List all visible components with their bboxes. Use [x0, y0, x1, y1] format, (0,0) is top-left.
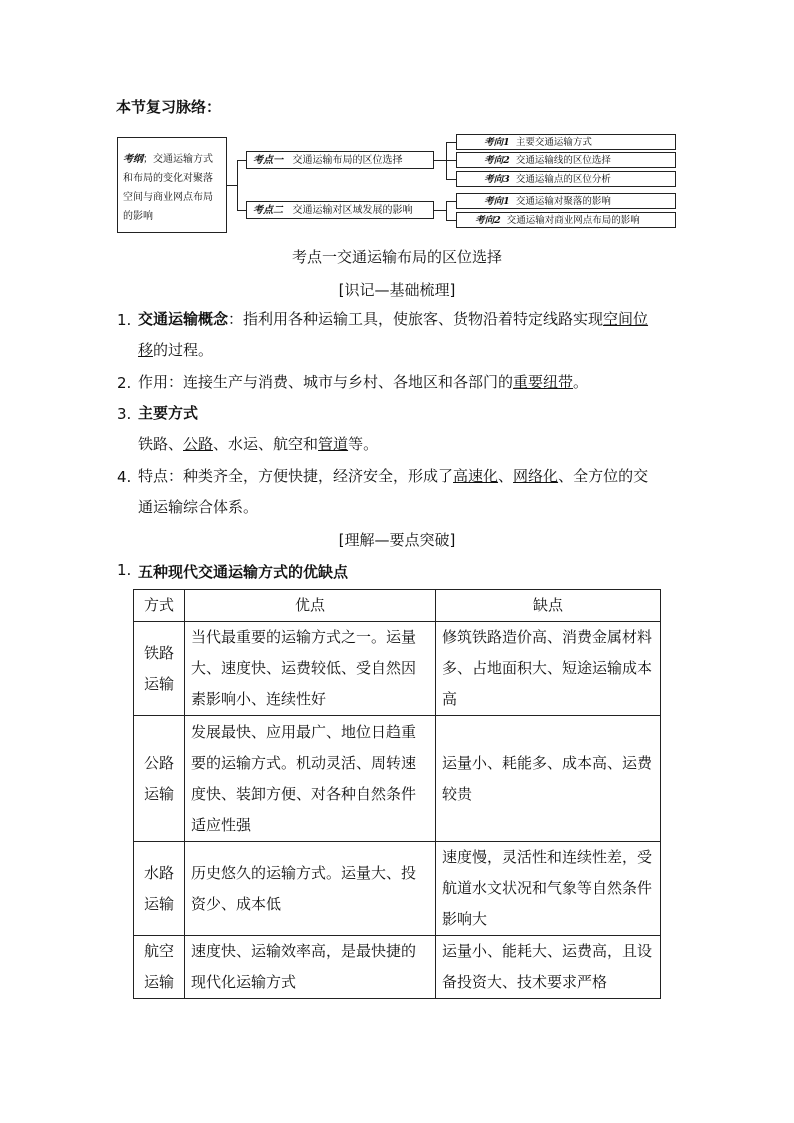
type-cell: 铁路运输 — [134, 622, 185, 716]
item-text: 、 — [498, 467, 514, 485]
type-cell: 航空运输 — [134, 936, 185, 999]
item-label: 主要方式 — [138, 404, 199, 422]
item-text: 、全方位的交 — [558, 467, 649, 485]
item-number: 1. — [117, 311, 132, 329]
item-number: 4. — [117, 468, 132, 486]
subtitle-basics: [识记—基础梳理] — [338, 281, 456, 299]
kaoxiang-tag: 考向1 — [484, 137, 510, 148]
connector — [237, 160, 238, 210]
item-text: 铁路、 — [138, 435, 184, 453]
underlined-answer: 重要纽带 — [513, 373, 574, 391]
connector — [446, 142, 456, 143]
underlined-answer: 网络化 — [513, 467, 559, 485]
table-row — [134, 936, 661, 999]
item-text: 特点：种类齐全，方便快捷，经济安全，形成了 — [138, 467, 454, 485]
item-text: 的过程。 — [153, 341, 214, 359]
kaodian-1-text: 交通运输布局的区位选择 — [292, 155, 403, 166]
comparison-table — [133, 589, 661, 999]
kaoxiang-tag: 考向3 — [484, 174, 510, 185]
kaoxiang-5 — [456, 212, 676, 228]
cons-cell: 修筑铁路造价高、消费金属材料多、占地面积大、短途运输成本高 — [436, 622, 661, 716]
kaoxiang-text: 交通运输线的区位选择 — [515, 155, 611, 166]
intro-heading: 本节复习脉络： — [116, 98, 222, 116]
mindmap-root — [117, 137, 227, 233]
kaoxiang-4 — [456, 193, 676, 209]
item-text: 通运输综合体系。 — [138, 498, 259, 516]
connector — [446, 201, 447, 220]
header-cell: 优点 — [185, 590, 436, 622]
kaodian-1-tag: 考点一 — [253, 155, 283, 166]
kaodian-2 — [246, 201, 434, 219]
connector — [446, 160, 456, 161]
root-label: 考纲 — [123, 154, 143, 165]
item-modes — [138, 429, 718, 460]
pros-cell: 速度快、运输效率高，是最快捷的现代化运输方式 — [185, 936, 436, 999]
header-cell: 方式 — [134, 590, 185, 622]
connector — [434, 160, 446, 161]
root-text: ；交通运输方式和布局的变化对聚落空间与商业网点布局的影响 — [123, 154, 213, 222]
kaoxiang-text: 交通运输点的区位分析 — [515, 174, 611, 185]
kaoxiang-tag: 考向2 — [484, 155, 510, 166]
section-title: 考点一交通运输布局的区位选择 — [291, 248, 502, 266]
pros-cell: 发展最快、应用最广、地位日趋重要的运输方式。机动灵活、周转速度快、装卸方便、对各种自然条件适应性强 — [185, 716, 436, 842]
kaoxiang-tag: 考向2 — [475, 215, 501, 226]
item-text: 等。 — [348, 435, 379, 453]
kaoxiang-text: 交通运输对聚落的影响 — [515, 196, 611, 207]
type-cell: 水路运输 — [134, 842, 185, 936]
item-number: 1. — [117, 561, 132, 579]
kaoxiang-1 — [456, 134, 676, 150]
kaodian-2-text: 交通运输对区域发展的影响 — [292, 205, 413, 216]
header-cell: 缺点 — [436, 590, 661, 622]
connector — [446, 201, 456, 202]
connector — [237, 210, 246, 211]
kaoxiang-2 — [456, 152, 676, 168]
underlined-answer: 空间位 — [603, 310, 649, 328]
item-text: 作用：连接生产与消费、城市与乡村、各地区和各部门的 — [138, 373, 514, 391]
kaodian-1 — [246, 151, 434, 169]
cons-cell: 运量小、耗能多、成本高、运费较贵 — [436, 716, 661, 842]
underlined-answer: 公路 — [183, 435, 214, 453]
underlined-answer: 移 — [138, 341, 154, 359]
kaodian-2-tag: 考点二 — [253, 205, 283, 216]
item-number: 3. — [117, 405, 132, 423]
cons-cell: 速度慢，灵活性和连续性差，受航道水文状况和气象等自然条件影响大 — [436, 842, 661, 936]
item-text: 。 — [573, 373, 589, 391]
connector — [446, 220, 456, 221]
item-text: 、水运、航空和 — [213, 435, 319, 453]
kaoxiang-text: 主要交通运输方式 — [515, 137, 592, 148]
kaoxiang-text: 交通运输对商业网点布局的影响 — [506, 215, 640, 226]
pros-cell: 历史悠久的运输方式。运量大、投资少、成本低 — [185, 842, 436, 936]
item-label: 交通运输概念 — [138, 310, 229, 328]
item-features — [138, 461, 718, 523]
connector — [227, 185, 237, 186]
kaoxiang-3 — [456, 171, 676, 187]
connector — [237, 160, 246, 161]
item-number: 2. — [117, 374, 132, 392]
kaoxiang-tag: 考向1 — [484, 196, 510, 207]
pros-cell: 当代最重要的运输方式之一。运量大、速度快、运费较低、受自然因素影响小、连续性好 — [185, 622, 436, 716]
connector — [446, 179, 456, 180]
item-concept — [138, 304, 718, 366]
table-row — [134, 716, 661, 842]
item-function — [138, 367, 718, 398]
connector — [434, 210, 446, 211]
table-header-row — [134, 590, 661, 622]
underlined-answer: 高速化 — [453, 467, 499, 485]
table-heading: 五种现代交通运输方式的优缺点 — [138, 563, 349, 581]
table-row — [134, 842, 661, 936]
underlined-answer: 管道 — [318, 435, 349, 453]
subtitle-understanding: [理解—要点突破] — [338, 531, 456, 549]
table-row — [134, 622, 661, 716]
cons-cell: 运量小、能耗大、运费高，且设备投资大、技术要求严格 — [436, 936, 661, 999]
item-text: ：指利用各种运输工具，使旅客、货物沿着特定线路实现 — [228, 310, 604, 328]
type-cell: 公路运输 — [134, 716, 185, 842]
